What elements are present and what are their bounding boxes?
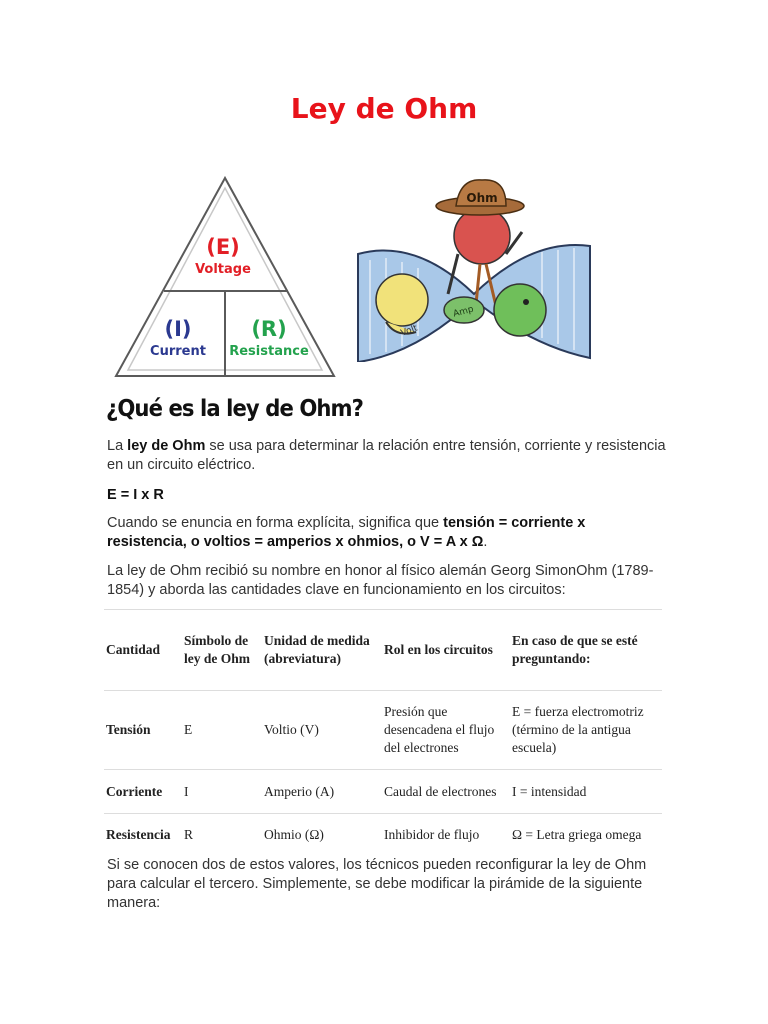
table-cell: Amperio (A)	[262, 770, 382, 814]
e-label: Voltage	[195, 262, 251, 277]
quantities-table	[104, 609, 662, 856]
ohm-triangle-diagram	[112, 174, 338, 380]
table-cell: Ω = Letra griega omega	[510, 814, 662, 857]
e-symbol: (E)	[206, 235, 240, 259]
i-label: Current	[150, 344, 206, 359]
explicit-formula-bold: tensión = corriente x resistencia, o voltios = amperios x ohmios, o V = A x Ω	[107, 515, 586, 550]
volt-label: Volt	[399, 323, 420, 339]
explicit-paragraph: Cuando se enuncia en forma explícita, significa que tensión = corriente x resistencia, o voltios = amperios x ohmios, o V = A x Ω.	[107, 515, 586, 550]
table-header: Unidad de medida (abreviatura)	[262, 610, 382, 691]
table-cell: Presión que desencadena el flujo del electrones	[382, 691, 510, 770]
history-paragraph: La ley de Ohm recibió su nombre en honor al físico alemán Georg SimonOhm (1789-1854) y aborda las cantidades clave en funcionamiento en los circuitos:	[107, 563, 654, 598]
table-cell: Corriente	[104, 770, 182, 814]
ley-de-ohm-bold: ley de Ohm	[127, 438, 206, 454]
table-cell: R	[182, 814, 262, 857]
table-header: Cantidad	[104, 610, 182, 691]
table-header-row	[104, 610, 662, 691]
r-label: Resistance	[229, 344, 309, 359]
ohm-cartoon-illustration	[356, 176, 592, 362]
i-symbol: (I)	[164, 317, 192, 341]
section-heading: ¿Qué es la ley de Ohm?	[106, 396, 364, 422]
amp-character	[494, 284, 546, 336]
amp-label: Amp	[452, 304, 475, 320]
table-cell: Resistencia	[104, 814, 182, 857]
table-cell: Voltio (V)	[262, 691, 382, 770]
page-title: Ley de Ohm	[290, 92, 478, 125]
table-cell: I	[182, 770, 262, 814]
volt-character	[376, 274, 428, 326]
ohm-formula: E = I x R	[107, 487, 164, 503]
r-symbol: (R)	[251, 317, 287, 341]
table-header: Símbolo de ley de Ohm	[182, 610, 262, 691]
table-row	[104, 814, 662, 857]
table-cell: Tensión	[104, 691, 182, 770]
table-cell: E = fuerza electromotriz (término de la antigua escuela)	[510, 691, 662, 770]
table-row	[104, 691, 662, 770]
table-cell: Ohmio (Ω)	[262, 814, 382, 857]
pyramid-paragraph: Si se conocen dos de estos valores, los técnicos pueden reconfigurar la ley de Ohm para calcular el tercero. Simplemente, se debe modificar la pirámide de la siguiente manera:	[107, 857, 647, 911]
table-row	[104, 770, 662, 814]
table-cell: I = intensidad	[510, 770, 662, 814]
table-cell: E	[182, 691, 262, 770]
ohm-character	[454, 208, 510, 264]
table-cell: Inhibidor de flujo	[382, 814, 510, 857]
table-cell: Caudal de electrones	[382, 770, 510, 814]
table-header: Rol en los circuitos	[382, 610, 510, 691]
intro-paragraph: La ley de Ohm se usa para determinar la relación entre tensión, corriente y resistencia en un circuito eléctrico.	[107, 438, 666, 473]
table-header: En caso de que se esté preguntando:	[510, 610, 662, 691]
ohm-hat-label: Ohm	[466, 191, 498, 205]
